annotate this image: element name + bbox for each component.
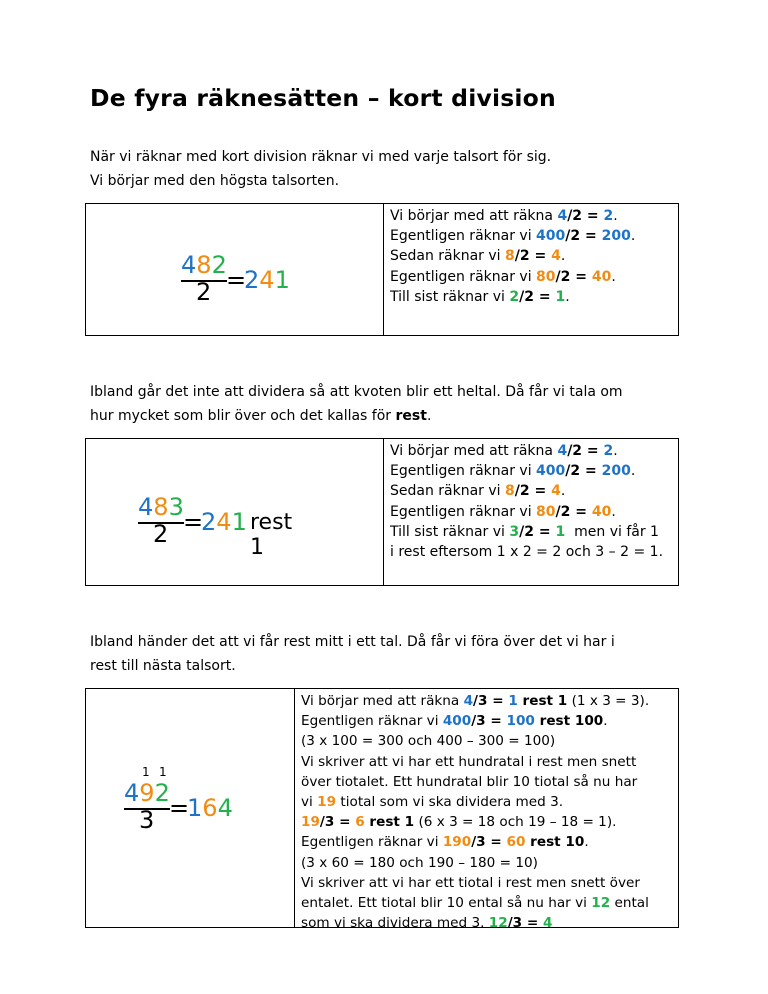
text-fragment: 4	[217, 794, 233, 822]
page-title: De fyra räknesätten – kort division	[90, 84, 556, 112]
text-fragment: .	[613, 443, 618, 459]
text-fragment: 2	[603, 443, 614, 459]
explanation-line	[390, 502, 672, 522]
text-fragment: .	[630, 463, 636, 480]
text-fragment: 40	[591, 503, 612, 520]
quotient	[244, 266, 290, 294]
text-fragment: =	[485, 834, 507, 851]
text-fragment: /2	[555, 268, 571, 285]
text-fragment: =	[334, 814, 356, 831]
text-fragment: .	[603, 713, 608, 730]
text-fragment: 6	[202, 794, 218, 822]
text-fragment: =	[582, 208, 604, 224]
text-fragment: 8	[196, 251, 212, 279]
divisor: 2	[196, 278, 212, 306]
carry-digit: 1	[142, 765, 150, 779]
text-fragment: rest	[395, 408, 427, 424]
example-3-explanation	[295, 689, 678, 932]
text-fragment: Till sist räknar vi	[390, 288, 510, 305]
example-3-figure-cell	[86, 689, 295, 927]
dividend	[181, 251, 227, 279]
divisor: 3	[139, 806, 155, 834]
intro-line-1: När vi räknar med kort division räknar vi med varje talsort för sig.	[90, 149, 552, 165]
text-fragment: /3	[471, 834, 486, 851]
divisor: 2	[153, 520, 169, 548]
text-fragment: Vi börjar med att räkna	[301, 693, 464, 709]
text-fragment: /2	[519, 523, 534, 540]
text-fragment: Sedan räknar vi	[390, 248, 506, 265]
text-fragment: =	[529, 248, 552, 265]
explanation-line	[390, 226, 672, 246]
text-fragment: 6	[355, 814, 365, 831]
text-fragment: Egentligen räknar vi	[390, 463, 537, 480]
text-fragment: 9	[139, 779, 155, 807]
text-fragment: 4	[216, 508, 232, 536]
text-fragment: tiotal som vi ska dividera med 3.	[336, 794, 564, 811]
remainder-label: rest 1	[250, 510, 293, 560]
text-fragment: =	[529, 483, 552, 500]
dividend	[124, 779, 170, 807]
explanation-line	[390, 522, 672, 542]
text-fragment: 400	[442, 713, 472, 730]
text-fragment: 2	[211, 251, 227, 279]
text-fragment: 4	[551, 248, 561, 265]
text-fragment: rest 100	[534, 713, 604, 730]
text-fragment: 8	[153, 493, 169, 521]
text-fragment: 60	[506, 834, 526, 851]
text-fragment: 2	[244, 266, 260, 294]
text-fragment: Sedan räknar vi	[390, 483, 506, 500]
text-fragment: 4	[181, 251, 197, 279]
text-fragment: 4	[463, 693, 474, 709]
text-fragment: entalet. Ett tiotal blir 10 ental så nu har vi	[301, 895, 592, 912]
text-fragment: /2	[567, 443, 583, 459]
text-fragment: 80	[536, 268, 556, 285]
text-fragment: Till sist räknar vi	[390, 523, 510, 540]
text-fragment: 8	[505, 248, 515, 265]
text-fragment: =	[485, 713, 507, 730]
text-fragment: =	[580, 463, 602, 480]
text-fragment: 2	[154, 779, 170, 807]
explanation-line: över tiotalet. Ett hundratal blir 10 tiotal så nu har	[301, 773, 638, 790]
text-fragment: .	[611, 268, 616, 285]
text-fragment: .	[560, 483, 566, 500]
example-2-explanation	[384, 439, 678, 585]
text-fragment: Egentligen räknar vi	[390, 228, 537, 245]
quotient	[187, 794, 233, 822]
text-fragment: 1	[187, 794, 203, 822]
text-fragment: Egentligen räknar vi	[390, 268, 537, 285]
text-fragment: .	[613, 208, 618, 224]
text-fragment: .	[565, 288, 570, 305]
intro-paragraph	[90, 145, 690, 193]
explanation-line	[301, 832, 672, 852]
text-fragment: 2	[509, 288, 520, 305]
explanation-line	[301, 711, 672, 731]
text-fragment: 400	[536, 463, 566, 480]
text-fragment: 4	[124, 779, 140, 807]
text-fragment: .	[426, 408, 432, 424]
example-1-box	[85, 203, 679, 336]
text-fragment: 12	[488, 915, 508, 932]
text-fragment: 12	[591, 895, 611, 912]
explanation-line	[390, 267, 672, 287]
explanation-line: Vi skriver att vi har ett tiotal i rest men snett över	[301, 874, 640, 891]
text-fragment: Egentligen räknar vi	[301, 713, 443, 730]
text-fragment: /2	[567, 208, 583, 224]
text-fragment: Egentligen räknar vi	[301, 834, 443, 851]
text-fragment: 40	[591, 268, 612, 285]
text-fragment: 1	[555, 288, 566, 305]
example-1-figure-cell	[86, 204, 384, 335]
explanation-line	[390, 461, 672, 481]
equals-sign: =	[169, 794, 190, 822]
text-fragment: 2	[603, 208, 614, 224]
text-fragment: rest 10	[525, 834, 585, 851]
carry-paragraph	[90, 630, 690, 678]
text-fragment: 1	[231, 508, 247, 536]
para3-line-1: Ibland händer det att vi får rest mitt i ett tal. Då får vi föra över det vi har i	[90, 634, 615, 650]
text-fragment: =	[570, 503, 592, 520]
text-fragment: (1 x 3 = 3).	[567, 693, 650, 709]
explanation-line	[301, 792, 672, 812]
para2-line-2	[90, 404, 690, 428]
text-fragment: .	[611, 503, 616, 520]
text-fragment: /2	[514, 483, 530, 500]
example-2-box	[85, 438, 679, 586]
text-fragment: =	[522, 915, 543, 932]
text-fragment: /2	[565, 463, 581, 480]
text-fragment: 4	[557, 208, 568, 224]
dividend	[138, 493, 184, 521]
text-fragment: =	[487, 693, 509, 709]
text-fragment: .	[560, 248, 566, 265]
text-fragment: (6 x 3 = 18 och 19 – 18 = 1).	[414, 814, 617, 831]
text-fragment: =	[580, 228, 602, 245]
text-fragment: =	[582, 443, 604, 459]
explanation-line	[301, 913, 672, 933]
text-fragment: /2	[514, 248, 530, 265]
equals-sign: =	[183, 508, 204, 536]
equals-sign: =	[226, 266, 247, 294]
text-fragment: 200	[601, 463, 631, 480]
text-fragment: /3	[319, 814, 335, 831]
remainder-paragraph	[90, 380, 690, 428]
explanation-line	[390, 441, 672, 461]
text-fragment: hur mycket som blir över och det kallas för	[90, 408, 396, 424]
carry-digit: 1	[159, 765, 167, 779]
text-fragment: Vi börjar med att räkna	[390, 208, 558, 224]
explanation-line	[390, 246, 672, 266]
text-fragment: 3	[509, 523, 520, 540]
explanation-line	[390, 287, 672, 307]
explanation-line	[301, 691, 672, 711]
text-fragment: 19	[301, 814, 320, 831]
text-fragment: vi	[301, 794, 318, 811]
text-fragment: 200	[601, 228, 631, 245]
para3-line-2: rest till nästa talsort.	[90, 658, 236, 674]
text-fragment: 2	[201, 508, 217, 536]
text-fragment: 4	[259, 266, 275, 294]
text-fragment: /3	[473, 693, 488, 709]
intro-line-2: Vi börjar med den högsta talsorten.	[90, 173, 340, 189]
text-fragment: /2	[555, 503, 571, 520]
text-fragment: 19	[317, 794, 337, 811]
text-fragment: =	[570, 268, 592, 285]
para2-line-1: Ibland går det inte att dividera så att kvoten blir ett heltal. Då får vi tala om	[90, 384, 623, 400]
text-fragment: men vi får 1	[565, 523, 659, 540]
text-fragment: rest 1	[364, 814, 415, 831]
text-fragment: 4	[551, 483, 561, 500]
text-fragment: /3	[471, 713, 486, 730]
text-fragment: 100	[506, 713, 535, 730]
text-fragment: ental	[610, 895, 649, 912]
quotient	[201, 508, 247, 536]
text-fragment: Vi börjar med att räkna	[390, 443, 558, 459]
text-fragment: 4	[543, 915, 553, 932]
text-fragment: rest 1	[517, 693, 568, 709]
example-1-explanation	[384, 204, 678, 335]
text-fragment: 4	[557, 443, 568, 459]
text-fragment: 3	[168, 493, 184, 521]
text-fragment: /2	[519, 288, 534, 305]
text-fragment: 8	[505, 483, 515, 500]
text-fragment: =	[534, 523, 556, 540]
text-fragment: .	[584, 834, 589, 851]
explanation-line	[301, 812, 672, 832]
text-fragment: /3	[507, 915, 523, 932]
text-fragment: /2	[565, 228, 581, 245]
text-fragment: som vi ska dividera med 3.	[301, 915, 489, 932]
example-3-box	[85, 688, 679, 932]
explanation-line	[390, 206, 672, 226]
explanation-line	[301, 893, 672, 913]
text-fragment: 4	[138, 493, 154, 521]
text-fragment: 80	[536, 503, 556, 520]
explanation-line: i rest eftersom 1 x 2 = 2 och 3 – 2 = 1.	[390, 544, 664, 561]
text-fragment: =	[534, 288, 556, 305]
explanation-line	[390, 481, 672, 501]
explanation-line: Vi skriver att vi har ett hundratal i rest men snett	[301, 753, 637, 770]
text-fragment: 1	[555, 523, 566, 540]
text-fragment: 400	[536, 228, 566, 245]
text-fragment: 190	[442, 834, 472, 851]
explanation-line: (3 x 60 = 180 och 190 – 180 = 10)	[301, 854, 538, 871]
text-fragment: Egentligen räknar vi	[390, 503, 537, 520]
text-fragment: .	[630, 228, 636, 245]
explanation-line: (3 x 100 = 300 och 400 – 300 = 100)	[301, 733, 556, 750]
example-2-figure-cell	[86, 439, 384, 585]
text-fragment: 1	[274, 266, 290, 294]
text-fragment: 1	[508, 693, 518, 709]
